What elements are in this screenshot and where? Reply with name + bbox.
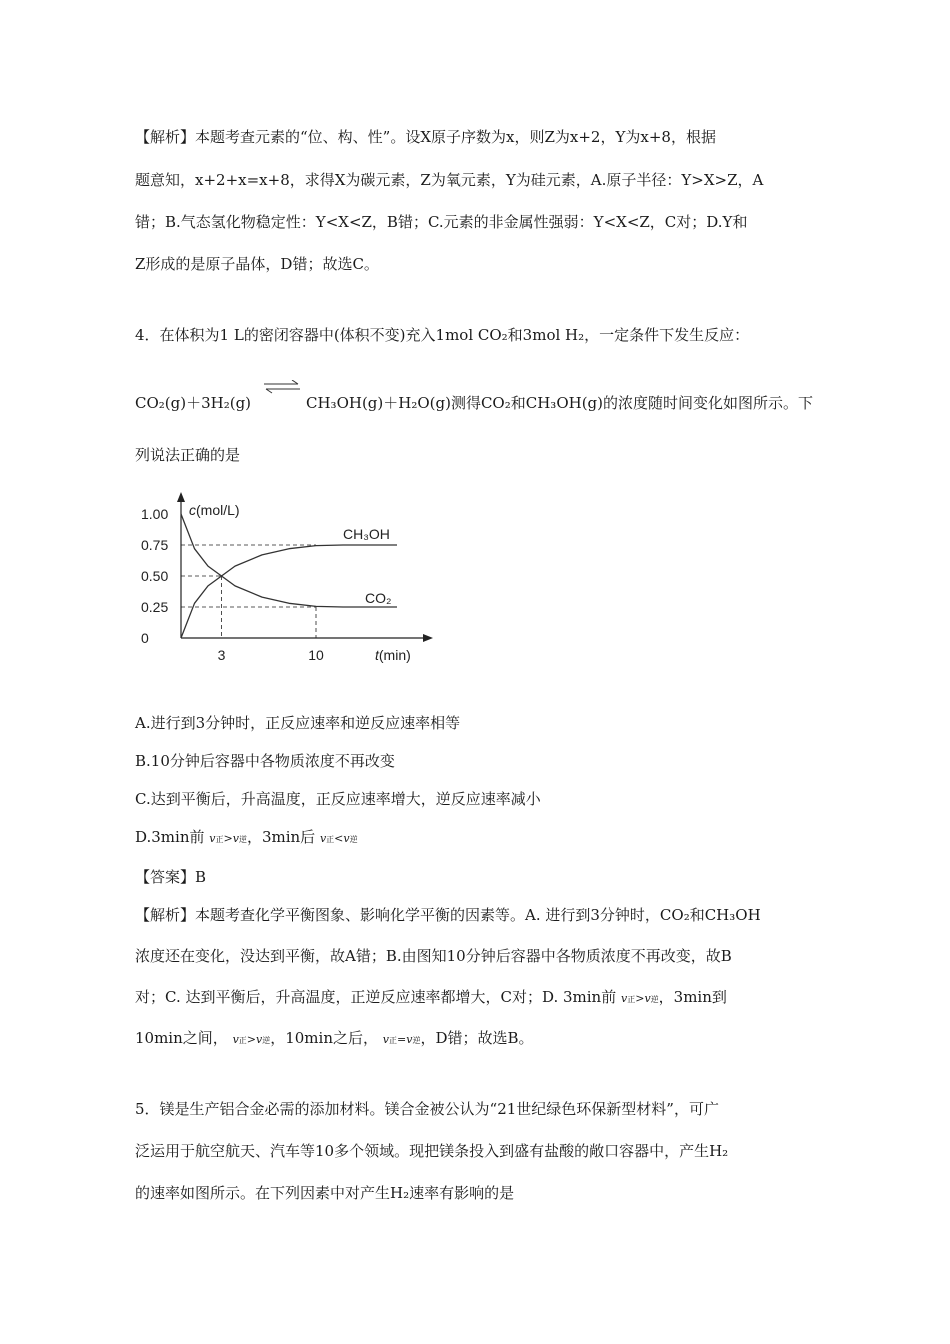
q4-option-c: C.达到平衡后，升高温度，正反应速率增大，逆反应速率减小 <box>135 790 541 808</box>
q4-analysis-line-1: 【解析】本题考查化学平衡图象、影响化学平衡的因素等。A. 进行到3分钟时，CO₂和CH₃OH <box>135 906 761 924</box>
eq-sign: = <box>397 1033 407 1046</box>
concentration-time-chart <box>135 490 445 670</box>
y-tick-label: 0.25 <box>141 599 169 615</box>
x-tick-label: 10 <box>308 647 324 663</box>
y-axis-arrow <box>177 492 185 502</box>
q4-stem-line-1: 4．在体积为1 L的密闭容器中(体积不变)充入1mol CO₂和3mol H₂，一定条件下发生反应： <box>135 326 750 344</box>
v-reverse-4: v逆 <box>256 1033 271 1046</box>
y-tick-label: 0.50 <box>141 568 169 584</box>
q5-line-2: 泛运用于航空航天、汽车等10多个领域。现把镁条投入到盛有盐酸的敞口容器中，产生H₂ <box>135 1142 729 1160</box>
v-forward-5: v正 <box>382 1033 397 1046</box>
gt-sign-3: > <box>246 1033 256 1046</box>
v-reverse-2: v逆 <box>343 832 358 845</box>
q4-option-b: B.10分钟后容器中各物质浓度不再改变 <box>135 752 395 770</box>
gt-sign-2: > <box>635 992 645 1005</box>
q4-equation-right: CH₃OH(g)＋H₂O(g)测得CO₂和CH₃OH(g)的浓度随时间变化如图所示。下 <box>306 394 813 412</box>
y-tick-label: 1.00 <box>141 506 169 522</box>
option-d-prefix: D.3min前 <box>135 828 205 846</box>
x-tick-label: 3 <box>217 647 226 663</box>
q4-analysis-line-3 <box>135 987 727 1010</box>
analysis-l4-pre: 10min之间， <box>135 1029 228 1047</box>
v-reverse: v逆 <box>232 832 247 845</box>
analysis-l4-post: ，D错；故选B。 <box>420 1029 534 1047</box>
y-tick-label: 0 <box>141 630 149 646</box>
q5-line-3: 的速率如图所示。在下列因素中对产生H₂速率有影响的是 <box>135 1184 515 1202</box>
q4-answer: 【答案】B <box>135 868 207 886</box>
q4-analysis-line-4 <box>135 1028 534 1051</box>
v-forward-2: v正 <box>319 832 335 845</box>
y-axis-label: c(mol/L) <box>189 502 240 518</box>
q4-stem-line-3: 列说法正确的是 <box>135 446 241 464</box>
option-d-middle: ，3min后 <box>246 828 316 846</box>
series-label-ch3oh: CH₃OH <box>343 526 390 542</box>
x-axis-arrow <box>423 634 433 642</box>
q5-line-1: 5．镁是生产铝合金必需的添加材料。镁合金被公认为“21世纪绿色环保新型材料”，可广 <box>135 1100 719 1118</box>
equilibrium-arrow-icon <box>262 380 302 394</box>
q4-option-d <box>135 827 358 850</box>
analysis-prev-line-1: 【解析】本题考查元素的“位、构、性”。设X原子序数为x，则Z为x+2，Y为x+8，根据 <box>135 128 716 146</box>
analysis-prev-line-3: 错；B.气态氢化物稳定性：Y<X<Z，B错；C.元素的非金属性强弱：Y<X<Z，C对；D.Y和 <box>135 213 748 231</box>
q4-equation-left: CO₂(g)＋3H₂(g) <box>135 394 252 412</box>
q4-analysis-line-2: 浓度还在变化，没达到平衡，故A错；B.由图知10分钟后容器中各物质浓度不再改变，故B <box>135 947 732 965</box>
analysis-l3-post: ，3min到 <box>658 988 727 1006</box>
y-tick-label: 0.75 <box>141 537 169 553</box>
analysis-l4-mid: ，10min之后， <box>270 1029 378 1047</box>
analysis-l3-pre: 对；C. 达到平衡后，升高温度，正逆反应速率都增大，C对；D. 3min前 <box>135 988 617 1006</box>
q4-option-a: A.进行到3分钟时，正反应速率和逆反应速率相等 <box>135 714 461 732</box>
v-forward-4: v正 <box>232 1033 247 1046</box>
lt-sign: < <box>334 832 344 845</box>
v-forward: v正 <box>209 832 224 845</box>
series-label-co2: CO₂ <box>365 590 392 606</box>
gt-sign: > <box>223 832 233 845</box>
v-forward-3: v正 <box>621 992 636 1005</box>
v-reverse-3: v逆 <box>644 992 659 1005</box>
analysis-prev-line-4: Z形成的是原子晶体，D错；故选C。 <box>135 255 379 273</box>
analysis-prev-line-2: 题意知，x+2+x=x+8，求得X为碳元素，Z为氧元素，Y为硅元素，A.原子半径：Y>X>Z，A <box>135 171 764 189</box>
x-axis-label: t(min) <box>375 647 411 663</box>
v-reverse-5: v逆 <box>406 1033 421 1046</box>
